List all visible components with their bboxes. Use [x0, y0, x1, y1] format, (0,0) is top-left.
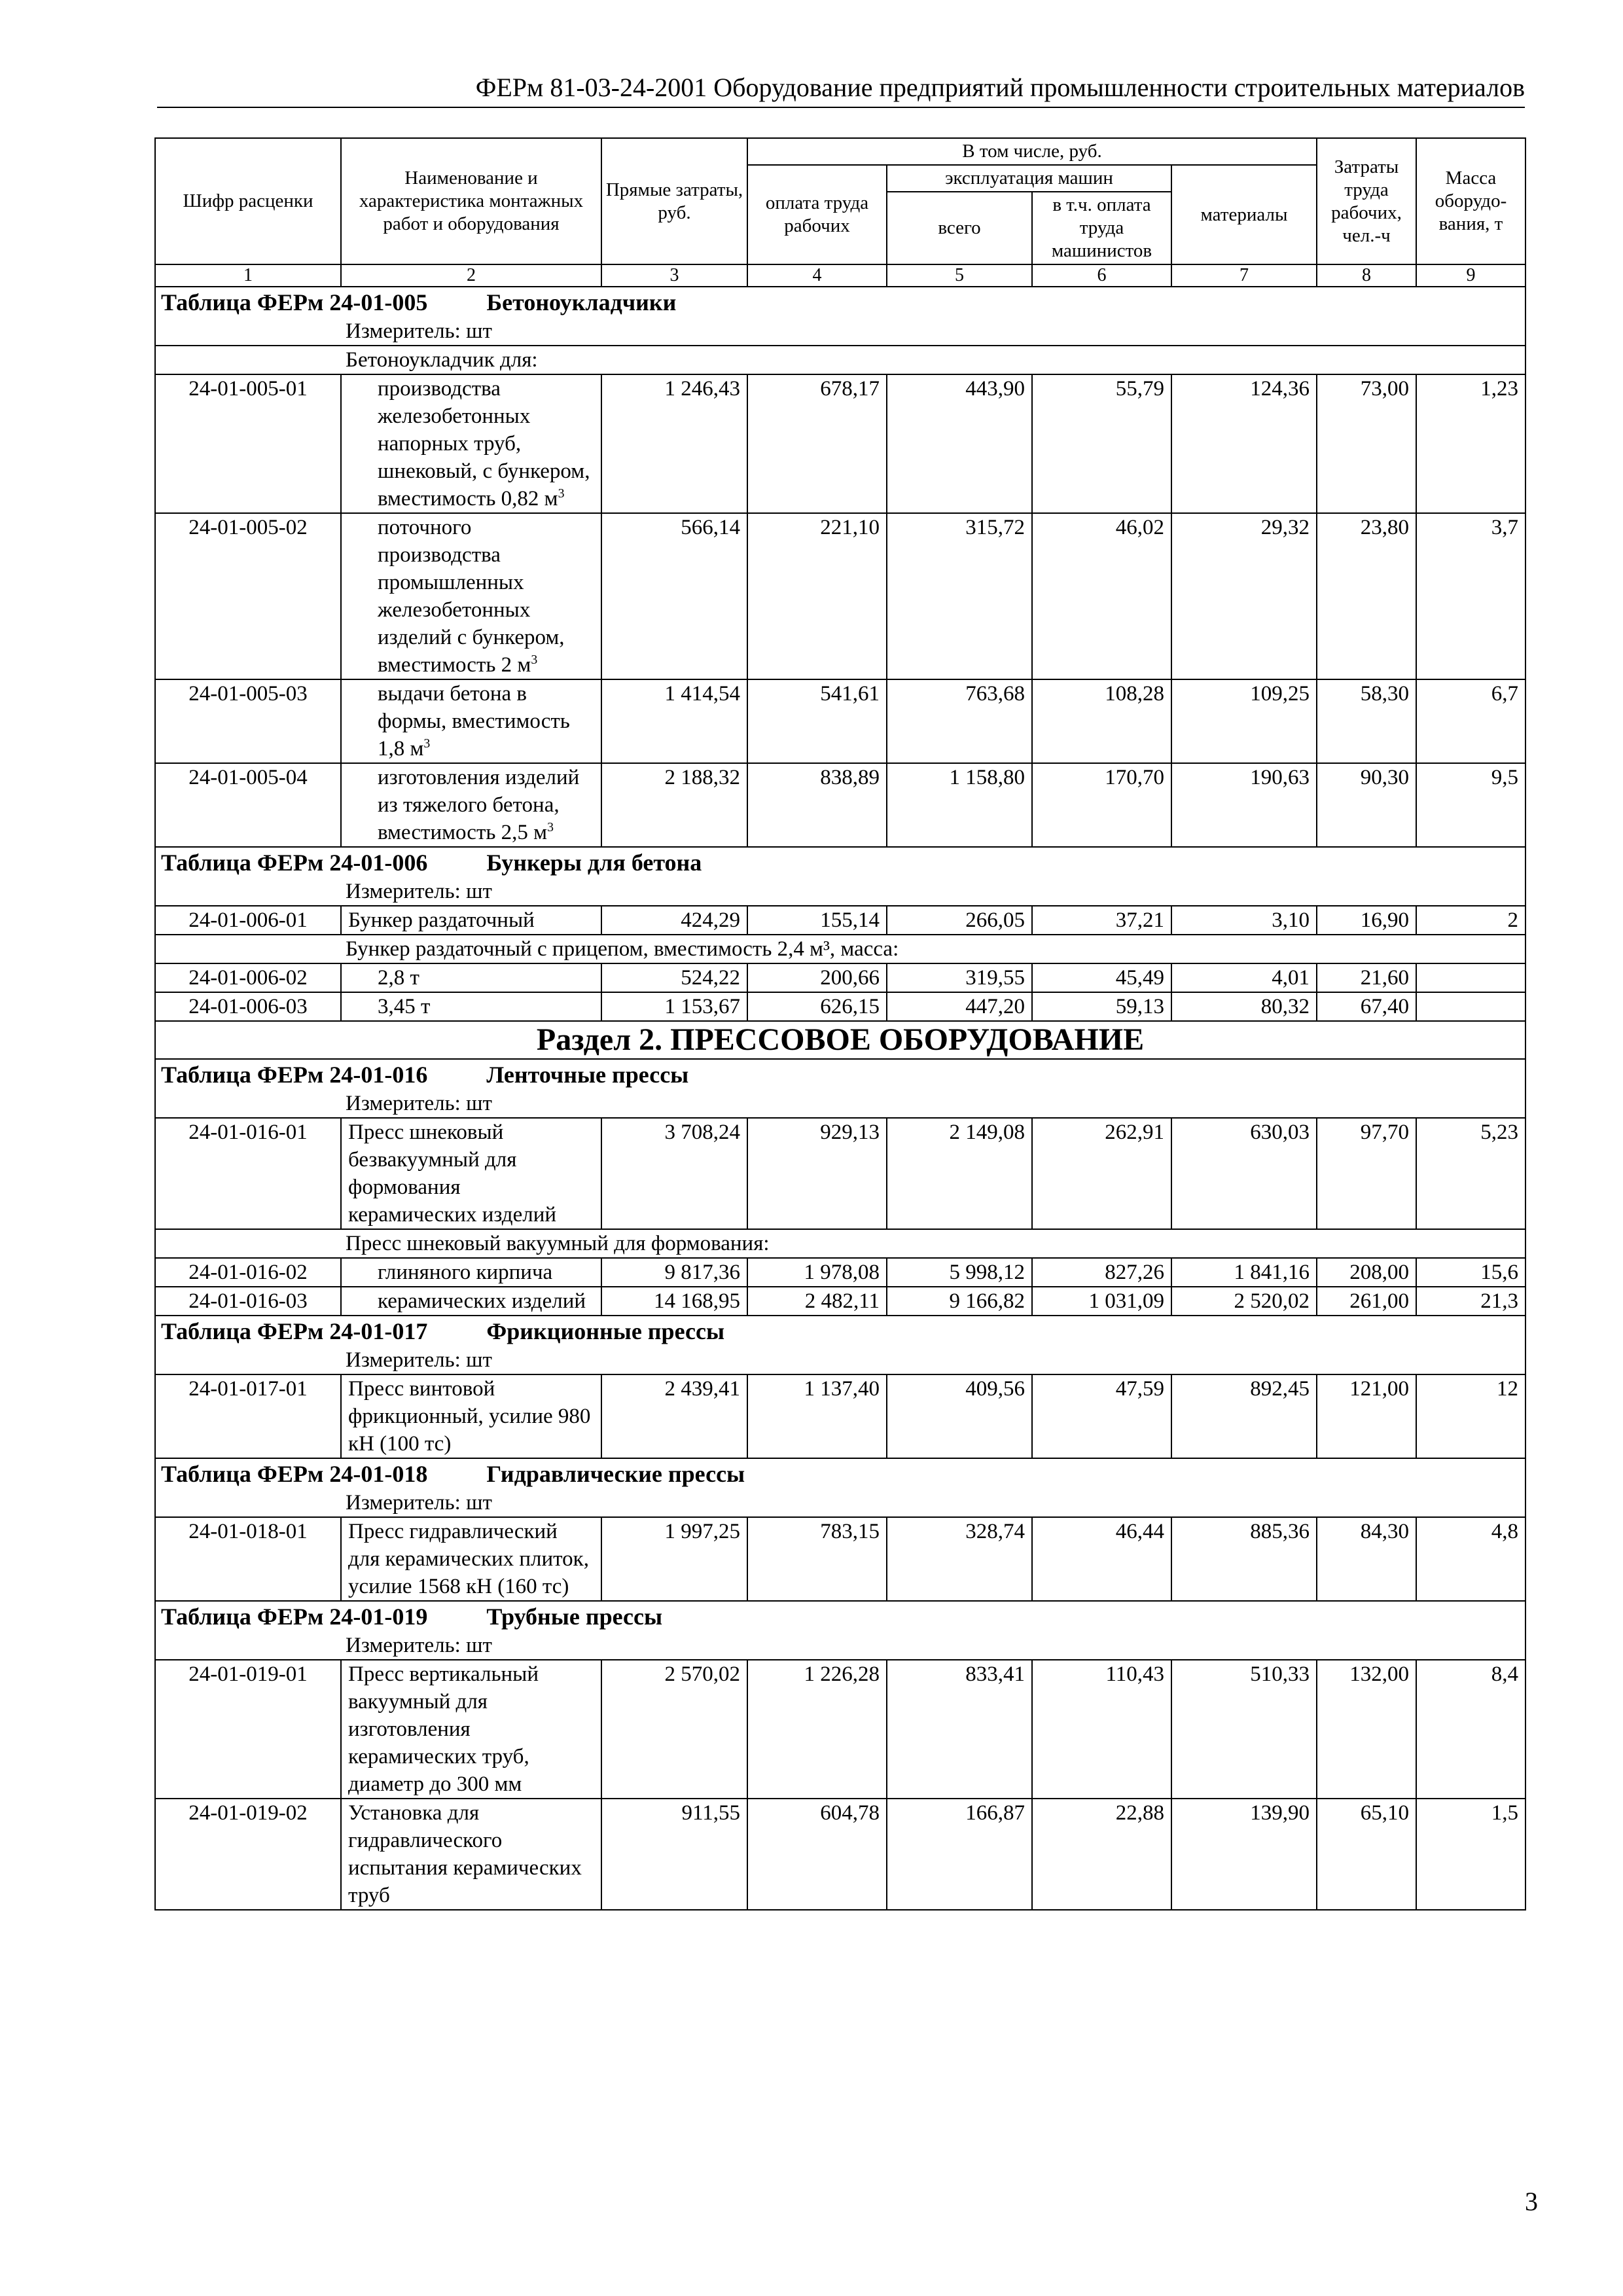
- work-name: [341, 992, 601, 1021]
- machines-total: 409,56: [887, 1374, 1032, 1458]
- subhead-text: Бетоноукладчик для:: [155, 346, 1525, 374]
- work-name: [341, 1287, 601, 1316]
- labor-hours: 67,40: [1317, 992, 1416, 1021]
- direct-cost: 3 708,24: [601, 1118, 747, 1229]
- column-number: 9: [1416, 264, 1525, 287]
- rate-code: 24-01-019-02: [155, 1799, 341, 1910]
- work-name: [341, 763, 601, 847]
- subhead-row: [155, 346, 1525, 374]
- labor-pay: 604,78: [747, 1799, 887, 1910]
- work-name: [341, 1118, 601, 1229]
- direct-cost: 2 188,32: [601, 763, 747, 847]
- table-title: Ленточные прессы: [486, 1062, 689, 1088]
- labor-pay: 929,13: [747, 1118, 887, 1229]
- work-name: [341, 513, 601, 679]
- measure-unit: Измеритель: шт: [155, 878, 1525, 906]
- work-name-text: глиняного кирпича: [378, 1261, 553, 1284]
- table-title-row: [155, 287, 1525, 317]
- labor-pay: 155,14: [747, 906, 887, 935]
- table-row: [155, 513, 1525, 679]
- materials-cost: 80,32: [1171, 992, 1317, 1021]
- section-title: Раздел 2. ПРЕССОВОЕ ОБОРУДОВАНИЕ: [155, 1021, 1525, 1059]
- col-machinists-pay-header: в т.ч. оплата труда машинистов: [1032, 192, 1171, 264]
- table-code: Таблица ФЕРм 24-01-017: [161, 1318, 428, 1344]
- col-materials-header: материалы: [1171, 165, 1317, 264]
- equipment-mass: 6,7: [1416, 679, 1525, 763]
- table-row: [155, 763, 1525, 847]
- equipment-mass: 5,23: [1416, 1118, 1525, 1229]
- table-header: [155, 138, 1525, 287]
- column-number: 2: [341, 264, 601, 287]
- machines-total: 1 158,80: [887, 763, 1032, 847]
- materials-cost: 510,33: [1171, 1660, 1317, 1799]
- rate-code: 24-01-006-03: [155, 992, 341, 1021]
- measure-row: [155, 1346, 1525, 1374]
- machinists-pay: 22,88: [1032, 1799, 1171, 1910]
- rate-code: 24-01-005-03: [155, 679, 341, 763]
- equipment-mass: 21,3: [1416, 1287, 1525, 1316]
- direct-cost: 911,55: [601, 1799, 747, 1910]
- col-machines-total-header: всего: [887, 192, 1032, 264]
- work-name-text: 2,8 т: [378, 966, 419, 990]
- table-row: [155, 1799, 1525, 1910]
- table-title-row: [155, 1458, 1525, 1489]
- equipment-mass: 15,6: [1416, 1258, 1525, 1287]
- rate-code: 24-01-016-01: [155, 1118, 341, 1229]
- direct-cost: 1 246,43: [601, 374, 747, 513]
- work-name-text: Бункер раздаточный: [348, 908, 535, 932]
- labor-hours: 65,10: [1317, 1799, 1416, 1910]
- equipment-mass: [1416, 963, 1525, 992]
- labor-hours: 21,60: [1317, 963, 1416, 992]
- page-number: 3: [1525, 2187, 1538, 2216]
- column-number: 6: [1032, 264, 1171, 287]
- direct-cost: 524,22: [601, 963, 747, 992]
- rate-code: 24-01-019-01: [155, 1660, 341, 1799]
- equipment-mass: 1,5: [1416, 1799, 1525, 1910]
- col-mass-header: Масса оборудо-вания, т: [1416, 138, 1525, 264]
- labor-pay: 200,66: [747, 963, 887, 992]
- machinists-pay: 108,28: [1032, 679, 1171, 763]
- materials-cost: 630,03: [1171, 1118, 1317, 1229]
- column-number: 5: [887, 264, 1032, 287]
- labor-hours: 90,30: [1317, 763, 1416, 847]
- table-title-cell: [155, 1601, 1525, 1632]
- direct-cost: 9 817,36: [601, 1258, 747, 1287]
- work-name: [341, 1517, 601, 1601]
- machines-total: 763,68: [887, 679, 1032, 763]
- direct-cost: 1 153,67: [601, 992, 747, 1021]
- work-name: [341, 1258, 601, 1287]
- table-row: [155, 679, 1525, 763]
- work-name-text: изготовления изделий из тяжелого бетона, вместимость 2,5 м: [378, 766, 580, 844]
- labor-pay: 221,10: [747, 513, 887, 679]
- table-code: Таблица ФЕРм 24-01-016: [161, 1062, 428, 1088]
- materials-cost: 3,10: [1171, 906, 1317, 935]
- labor-hours: 208,00: [1317, 1258, 1416, 1287]
- equipment-mass: 4,8: [1416, 1517, 1525, 1601]
- machinists-pay: 262,91: [1032, 1118, 1171, 1229]
- rate-code: 24-01-006-02: [155, 963, 341, 992]
- machines-total: 447,20: [887, 992, 1032, 1021]
- col-including-header: В том числе, руб.: [747, 138, 1317, 165]
- table-code: Таблица ФЕРм 24-01-018: [161, 1461, 428, 1487]
- measure-unit: Измеритель: шт: [155, 1632, 1525, 1660]
- work-name-text: производства железобетонных напорных труб, шнековый, с бункером, вместимость 0,82 м: [378, 377, 590, 511]
- labor-hours: 58,30: [1317, 679, 1416, 763]
- labor-hours: 121,00: [1317, 1374, 1416, 1458]
- rate-code: 24-01-017-01: [155, 1374, 341, 1458]
- machinists-pay: 47,59: [1032, 1374, 1171, 1458]
- table-code: Таблица ФЕРм 24-01-019: [161, 1604, 428, 1630]
- table-code: Таблица ФЕРм 24-01-006: [161, 850, 428, 876]
- machinists-pay: 46,02: [1032, 513, 1171, 679]
- machines-total: 328,74: [887, 1517, 1032, 1601]
- col-direct-header: Прямые затраты, руб.: [601, 138, 747, 264]
- work-name-text: Установка для гидравлического испытания керамических труб: [348, 1801, 582, 1907]
- header-rule: [157, 107, 1525, 108]
- machinists-pay: 45,49: [1032, 963, 1171, 992]
- materials-cost: 1 841,16: [1171, 1258, 1317, 1287]
- materials-cost: 109,25: [1171, 679, 1317, 763]
- unit-exponent: 3: [423, 736, 431, 751]
- labor-hours: 16,90: [1317, 906, 1416, 935]
- machinists-pay: 110,43: [1032, 1660, 1171, 1799]
- table-row: [155, 1517, 1525, 1601]
- table-title-cell: [155, 1059, 1525, 1090]
- subhead-text: Пресс шнековый вакуумный для формования:: [155, 1229, 1525, 1258]
- direct-cost: 2 570,02: [601, 1660, 747, 1799]
- work-name: [341, 1374, 601, 1458]
- col-labor-hours-header: Затраты труда рабочих, чел.-ч: [1317, 138, 1416, 264]
- equipment-mass: 9,5: [1416, 763, 1525, 847]
- materials-cost: 139,90: [1171, 1799, 1317, 1910]
- direct-cost: 1 414,54: [601, 679, 747, 763]
- table-title-cell: [155, 1458, 1525, 1489]
- column-number: 7: [1171, 264, 1317, 287]
- equipment-mass: 2: [1416, 906, 1525, 935]
- rate-code: 24-01-018-01: [155, 1517, 341, 1601]
- work-name-text: керамических изделий: [378, 1289, 586, 1313]
- machines-total: 443,90: [887, 374, 1032, 513]
- column-number: 8: [1317, 264, 1416, 287]
- work-name: [341, 963, 601, 992]
- column-number: 3: [601, 264, 747, 287]
- table-title: Фрикционные прессы: [486, 1318, 725, 1344]
- table-row: [155, 1374, 1525, 1458]
- table-title: Гидравлические прессы: [486, 1461, 745, 1487]
- measure-unit: Измеритель: шт: [155, 1489, 1525, 1517]
- subhead-row: [155, 935, 1525, 963]
- labor-hours: 23,80: [1317, 513, 1416, 679]
- column-number: 4: [747, 264, 887, 287]
- table-title-cell: [155, 1316, 1525, 1346]
- subhead-row: [155, 1229, 1525, 1258]
- machinists-pay: 170,70: [1032, 763, 1171, 847]
- column-numbers-row: [155, 264, 1525, 287]
- table-title-row: [155, 1059, 1525, 1090]
- table-title-cell: [155, 847, 1525, 878]
- equipment-mass: 1,23: [1416, 374, 1525, 513]
- machinists-pay: 1 031,09: [1032, 1287, 1171, 1316]
- machines-total: 166,87: [887, 1799, 1032, 1910]
- labor-pay: 1 137,40: [747, 1374, 887, 1458]
- labor-pay: 1 226,28: [747, 1660, 887, 1799]
- page-header: ФЕРм 81-03-24-2001 Оборудование предприятий промышленности строительных материалов: [475, 73, 1525, 102]
- table-title: Бетоноукладчики: [486, 289, 677, 315]
- direct-cost: 1 997,25: [601, 1517, 747, 1601]
- labor-hours: 97,70: [1317, 1118, 1416, 1229]
- work-name: [341, 679, 601, 763]
- col-name-header: Наименование и характеристика монтажных работ и оборудования: [341, 138, 601, 264]
- equipment-mass: [1416, 992, 1525, 1021]
- table-title-row: [155, 847, 1525, 878]
- machinists-pay: 46,44: [1032, 1517, 1171, 1601]
- col-code-header: Шифр расценки: [155, 138, 341, 264]
- direct-cost: 14 168,95: [601, 1287, 747, 1316]
- machinists-pay: 55,79: [1032, 374, 1171, 513]
- rate-code: 24-01-005-02: [155, 513, 341, 679]
- table-row: [155, 963, 1525, 992]
- materials-cost: 190,63: [1171, 763, 1317, 847]
- unit-exponent: 3: [547, 820, 554, 834]
- machines-total: 315,72: [887, 513, 1032, 679]
- labor-hours: 73,00: [1317, 374, 1416, 513]
- measure-unit: Измеритель: шт: [155, 1346, 1525, 1374]
- labor-hours: 84,30: [1317, 1517, 1416, 1601]
- column-number: 1: [155, 264, 341, 287]
- rate-code: 24-01-005-04: [155, 763, 341, 847]
- machinists-pay: 59,13: [1032, 992, 1171, 1021]
- machinists-pay: 827,26: [1032, 1258, 1171, 1287]
- labor-pay: 541,61: [747, 679, 887, 763]
- materials-cost: 29,32: [1171, 513, 1317, 679]
- table-title: Бункеры для бетона: [486, 850, 702, 876]
- work-name: [341, 1660, 601, 1799]
- machinists-pay: 37,21: [1032, 906, 1171, 935]
- equipment-mass: 12: [1416, 1374, 1525, 1458]
- work-name-text: поточного производства промышленных железобетонных изделий с бункером, вместимость 2 м: [378, 516, 565, 677]
- unit-exponent: 3: [558, 486, 565, 501]
- unit-exponent: 3: [531, 653, 538, 667]
- table-row: [155, 1118, 1525, 1229]
- materials-cost: 892,45: [1171, 1374, 1317, 1458]
- table-title-cell: [155, 287, 1525, 317]
- measure-row: [155, 1489, 1525, 1517]
- materials-cost: 885,36: [1171, 1517, 1317, 1601]
- subhead-text: Бункер раздаточный с прицепом, вместимость 2,4 м³, масса:: [155, 935, 1525, 963]
- equipment-mass: 3,7: [1416, 513, 1525, 679]
- table-title: Трубные прессы: [486, 1604, 663, 1630]
- measure-row: [155, 317, 1525, 346]
- work-name: [341, 374, 601, 513]
- work-name-text: Пресс гидравлический для керамических плиток, усилие 1568 кН (160 тс): [348, 1520, 589, 1598]
- labor-pay: 1 978,08: [747, 1258, 887, 1287]
- measure-row: [155, 1090, 1525, 1118]
- work-name-text: Пресс винтовой фрикционный, усилие 980 кН (100 тс): [348, 1377, 591, 1456]
- direct-cost: 2 439,41: [601, 1374, 747, 1458]
- direct-cost: 566,14: [601, 513, 747, 679]
- rate-code: 24-01-006-01: [155, 906, 341, 935]
- direct-cost: 424,29: [601, 906, 747, 935]
- machines-total: 266,05: [887, 906, 1032, 935]
- table-code: Таблица ФЕРм 24-01-005: [161, 289, 428, 315]
- table-row: [155, 992, 1525, 1021]
- labor-pay: 783,15: [747, 1517, 887, 1601]
- machines-total: 9 166,82: [887, 1287, 1032, 1316]
- table-title-row: [155, 1316, 1525, 1346]
- labor-pay: 626,15: [747, 992, 887, 1021]
- measure-unit: Измеритель: шт: [155, 317, 1525, 346]
- work-name: [341, 1799, 601, 1910]
- rates-table: [154, 137, 1526, 1910]
- section-row: [155, 1021, 1525, 1059]
- materials-cost: 124,36: [1171, 374, 1317, 513]
- machines-total: 319,55: [887, 963, 1032, 992]
- work-name-text: выдачи бетона в формы, вместимость 1,8 м: [378, 682, 570, 761]
- rate-code: 24-01-016-02: [155, 1258, 341, 1287]
- table-row: [155, 1660, 1525, 1799]
- labor-pay: 838,89: [747, 763, 887, 847]
- labor-pay: 2 482,11: [747, 1287, 887, 1316]
- table-row: [155, 1287, 1525, 1316]
- table-body: [155, 287, 1525, 1910]
- equipment-mass: 8,4: [1416, 1660, 1525, 1799]
- labor-hours: 132,00: [1317, 1660, 1416, 1799]
- machines-total: 5 998,12: [887, 1258, 1032, 1287]
- measure-unit: Измеритель: шт: [155, 1090, 1525, 1118]
- table-row: [155, 906, 1525, 935]
- labor-pay: 678,17: [747, 374, 887, 513]
- table-row: [155, 374, 1525, 513]
- work-name-text: 3,45 т: [378, 995, 431, 1018]
- materials-cost: 4,01: [1171, 963, 1317, 992]
- col-machines-header: эксплуатация машин: [887, 165, 1171, 192]
- work-name-text: Пресс вертикальный вакуумный для изготовления керамических труб, диаметр до 300 мм: [348, 1662, 539, 1796]
- work-name: [341, 906, 601, 935]
- rate-code: 24-01-016-03: [155, 1287, 341, 1316]
- measure-row: [155, 878, 1525, 906]
- table-row: [155, 1258, 1525, 1287]
- col-labor-pay-header: оплата труда рабочих: [747, 165, 887, 264]
- work-name-text: Пресс шнековый безвакуумный для формования керамических изделий: [348, 1121, 557, 1227]
- machines-total: 833,41: [887, 1660, 1032, 1799]
- materials-cost: 2 520,02: [1171, 1287, 1317, 1316]
- table-title-row: [155, 1601, 1525, 1632]
- machines-total: 2 149,08: [887, 1118, 1032, 1229]
- labor-hours: 261,00: [1317, 1287, 1416, 1316]
- rate-code: 24-01-005-01: [155, 374, 341, 513]
- measure-row: [155, 1632, 1525, 1660]
